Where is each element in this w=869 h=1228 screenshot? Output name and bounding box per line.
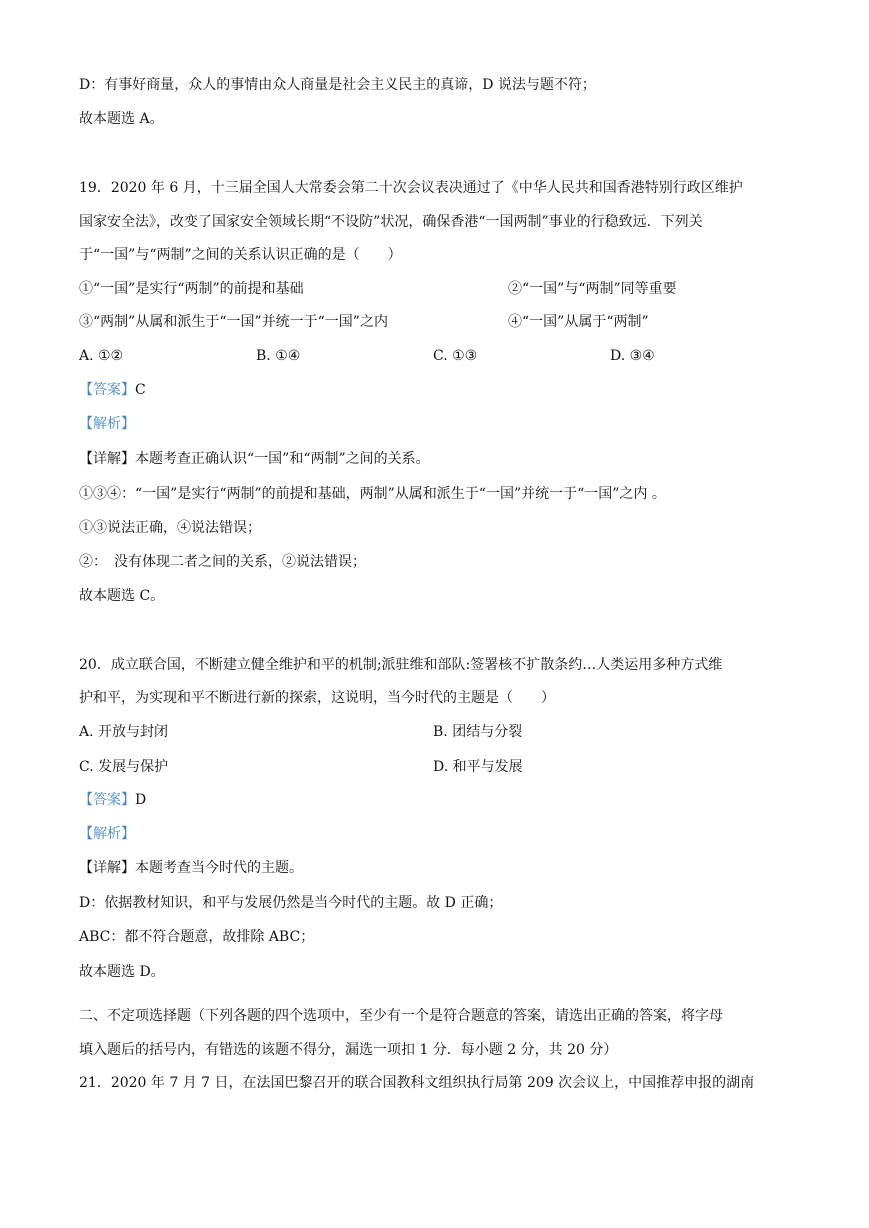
q19-option-d: D. ③④ (610, 348, 655, 364)
q20-analysis (79, 824, 135, 844)
answer-value: D (135, 792, 147, 808)
detail-text: 本题考查正确认识“一国”和“两制”之间的关系。 (135, 451, 430, 467)
q20-answer (79, 790, 146, 810)
q20-conclusion: 故本题选 D。 (79, 964, 165, 980)
q20-option-c: C. 发展与保护 (79, 759, 169, 775)
section-2-heading-line-1: 二、不定项选择题（下列各题的四个选项中，至少有一个是符合题意的答案，请选出正确的答案，将字母 (79, 1008, 723, 1024)
q19-option-c: C. ①③ (433, 348, 478, 364)
q19-explanation-2: ①③说法正确，④说法错误； (79, 520, 261, 536)
q19-conclusion: 故本题选 C。 (79, 588, 165, 604)
analysis-tag: 【解析】 (79, 826, 135, 842)
q19-statement-1: ①“一国”是实行“两制”的前提和基础 (79, 281, 304, 297)
q20-detail (79, 858, 303, 878)
prev-conclusion: 故本题选 A。 (79, 111, 164, 127)
q20-explanation-1: D：依据教材知识，和平与发展仍然是当今时代的主题。故 D 正确； (79, 895, 503, 911)
section-2-heading-line-2: 填入题后的括号内，有错选的该题不得分，漏选一项扣 1 分．每小题 2 分，共 20 分） (79, 1042, 618, 1058)
q20-stem-line-1: 20．成立联合国，不断建立健全维护和平的机制;派驻维和部队:签署核不扩散条约…人类运用多种方式维 (79, 657, 723, 673)
analysis-tag: 【解析】 (79, 416, 135, 432)
q19-statement-4: ④“一国”从属于“两制” (508, 314, 649, 330)
q21-stem-line-1: 21．2020 年 7 月 7 日，在法国巴黎召开的联合国教科文组织执行局第 209 次会议上，中国推荐申报的湖南 (79, 1075, 755, 1091)
q19-stem-line-2: 国家安全法》，改变了国家安全领域长期“不设防”状况，确保香港“一国两制”事业的行稳致远．下列关 (79, 214, 703, 230)
q19-stem-line-3: 于“一国”与“两制”之间的关系认识正确的是（ ） (79, 247, 402, 263)
q19-statement-3: ③“两制”从属和派生于“一国”并统一于“一国”之内 (79, 314, 388, 330)
q19-option-a: A. ①② (79, 348, 124, 364)
q19-statement-2: ②“一国”与“两制”同等重要 (508, 281, 677, 297)
q19-explanation-1: ①③④：“一国”是实行“两制”的前提和基础，两制”从属和派生于“一国”并统一于“一国”之内 。 (79, 486, 666, 502)
q20-stem-line-2: 护和平，为实现和平不断进行新的探索，这说明，当今时代的主题是（ ） (79, 690, 555, 706)
answer-tag: 【答案】 (79, 382, 135, 398)
q19-analysis (79, 414, 135, 434)
q20-option-a: A. 开放与封闭 (79, 724, 169, 740)
detail-tag: 【详解】 (79, 451, 135, 467)
q19-answer (79, 380, 146, 400)
q19-explanation-3: ②： 没有体现二者之间的关系，②说法错误； (79, 554, 366, 570)
detail-tag: 【详解】 (79, 860, 135, 876)
q20-option-d: D. 和平与发展 (433, 759, 523, 775)
prev-option-d-explanation: D：有事好商量，众人的事情由众人商量是社会主义民主的真谛，D 说法与题不符； (79, 77, 596, 93)
detail-text: 本题考查当今时代的主题。 (135, 860, 303, 876)
q19-stem-line-1: 19．2020 年 6 月，十三届全国人大常委会第二十次会议表决通过了《中华人民共和国香港特别行政区维护 (79, 180, 743, 196)
q19-detail (79, 449, 430, 469)
answer-tag: 【答案】 (79, 792, 135, 808)
q20-option-b: B. 团结与分裂 (433, 724, 523, 740)
q20-explanation-2: ABC：都不符合题意，故排除 ABC； (79, 929, 315, 945)
q19-option-b: B. ①④ (256, 348, 301, 364)
answer-value: C (135, 382, 146, 398)
